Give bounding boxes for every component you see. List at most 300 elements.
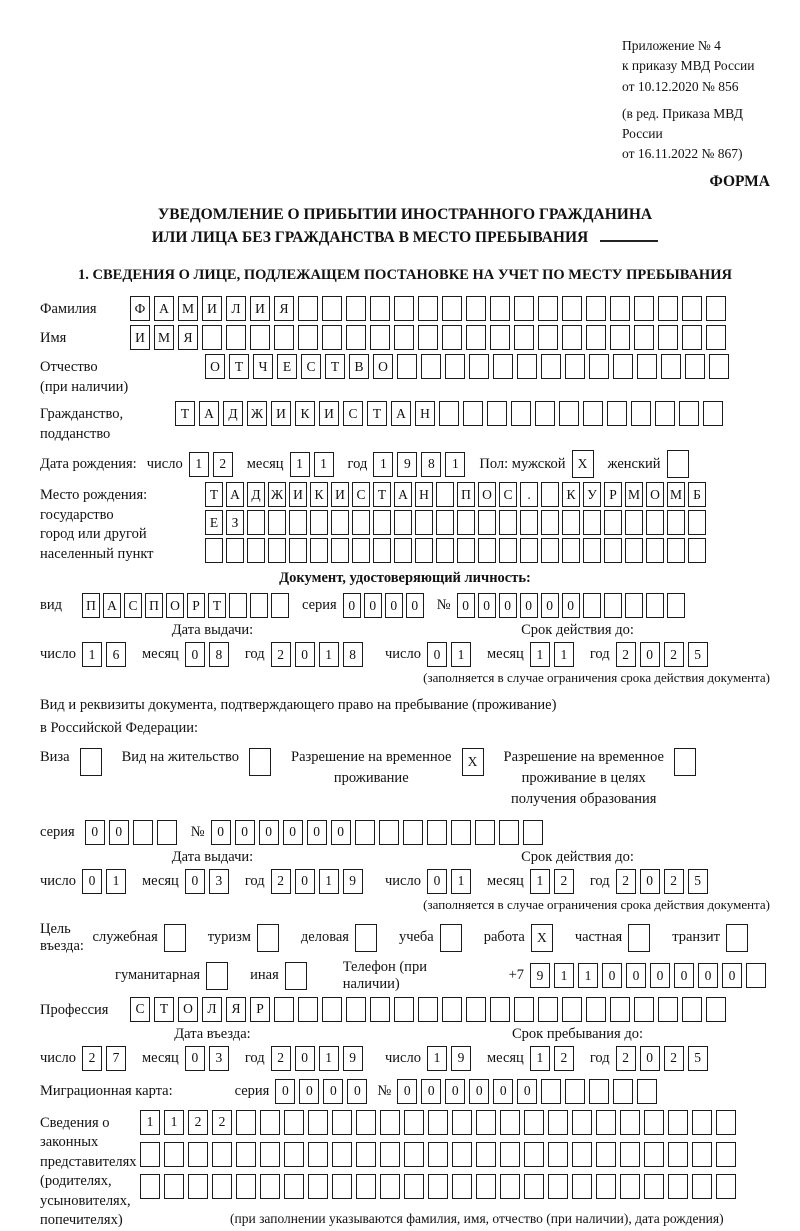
char-cell[interactable] (226, 325, 246, 350)
char-cell[interactable] (658, 325, 678, 350)
char-cell[interactable]: 1 (578, 963, 598, 988)
char-cell[interactable] (380, 1110, 400, 1135)
char-cell[interactable] (716, 1110, 736, 1135)
char-cell[interactable] (370, 997, 390, 1022)
char-cell[interactable] (308, 1174, 328, 1199)
char-cell[interactable] (499, 538, 517, 563)
char-cell[interactable]: 1 (319, 642, 339, 667)
char-cell[interactable] (331, 510, 349, 535)
char-cell[interactable]: 1 (373, 452, 393, 477)
char-cell[interactable] (404, 1174, 424, 1199)
char-cell[interactable] (644, 1174, 664, 1199)
char-cell[interactable]: 1 (189, 452, 209, 477)
char-cell[interactable]: 2 (271, 642, 291, 667)
char-cell[interactable]: 0 (331, 820, 351, 845)
char-cell[interactable] (667, 538, 685, 563)
char-cell[interactable] (133, 820, 153, 845)
char-cell[interactable] (716, 1142, 736, 1167)
char-cell[interactable] (440, 924, 462, 952)
char-cell[interactable] (478, 510, 496, 535)
char-cell[interactable]: А (394, 482, 412, 507)
char-cell[interactable]: 0 (478, 593, 496, 618)
char-cell[interactable] (476, 1142, 496, 1167)
char-cell[interactable] (439, 401, 459, 426)
char-cell[interactable]: 8 (209, 642, 229, 667)
char-cell[interactable] (596, 1110, 616, 1135)
char-cell[interactable]: 1 (319, 1046, 339, 1071)
char-cell[interactable] (356, 1142, 376, 1167)
char-cell[interactable] (206, 962, 228, 990)
char-cell[interactable]: М (667, 482, 685, 507)
char-cell[interactable] (164, 1174, 184, 1199)
char-cell[interactable]: К (295, 401, 315, 426)
char-cell[interactable]: 1 (319, 869, 339, 894)
char-cell[interactable]: М (178, 296, 198, 321)
char-cell[interactable] (164, 1142, 184, 1167)
char-cell[interactable] (625, 510, 643, 535)
char-cell[interactable] (355, 924, 377, 952)
char-cell[interactable] (445, 354, 465, 379)
char-cell[interactable]: С (343, 401, 363, 426)
char-cell[interactable] (634, 296, 654, 321)
char-cell[interactable]: 0 (275, 1079, 295, 1104)
char-cell[interactable] (236, 1142, 256, 1167)
char-cell[interactable]: 1 (314, 452, 334, 477)
char-cell[interactable]: Т (229, 354, 249, 379)
char-cell[interactable]: 1 (140, 1110, 160, 1135)
char-cell[interactable] (332, 1142, 352, 1167)
char-cell[interactable]: О (205, 354, 225, 379)
char-cell[interactable]: 0 (626, 963, 646, 988)
char-cell[interactable]: Е (277, 354, 297, 379)
char-cell[interactable]: О (646, 482, 664, 507)
char-cell[interactable] (356, 1174, 376, 1199)
char-cell[interactable] (637, 354, 657, 379)
char-cell[interactable]: 2 (271, 1046, 291, 1071)
char-cell[interactable]: 0 (640, 1046, 660, 1071)
char-cell[interactable]: 0 (427, 869, 447, 894)
char-cell[interactable]: И (271, 401, 291, 426)
char-cell[interactable]: С (499, 482, 517, 507)
char-cell[interactable]: 0 (185, 869, 205, 894)
char-cell[interactable] (524, 1142, 544, 1167)
char-cell[interactable] (703, 401, 723, 426)
char-cell[interactable]: 1 (164, 1110, 184, 1135)
char-cell[interactable] (583, 538, 601, 563)
char-cell[interactable] (247, 538, 265, 563)
char-cell[interactable]: 0 (406, 593, 424, 618)
char-cell[interactable] (442, 325, 462, 350)
char-cell[interactable] (562, 325, 582, 350)
char-cell[interactable] (370, 325, 390, 350)
char-cell[interactable]: Н (415, 482, 433, 507)
char-cell[interactable] (688, 538, 706, 563)
char-cell[interactable]: 7 (106, 1046, 126, 1071)
char-cell[interactable]: X (462, 748, 484, 776)
char-cell[interactable]: 0 (421, 1079, 441, 1104)
char-cell[interactable] (559, 401, 579, 426)
char-cell[interactable] (499, 510, 517, 535)
char-cell[interactable] (451, 820, 471, 845)
char-cell[interactable] (596, 1174, 616, 1199)
char-cell[interactable]: П (457, 482, 475, 507)
char-cell[interactable] (688, 510, 706, 535)
char-cell[interactable] (298, 997, 318, 1022)
char-cell[interactable] (289, 538, 307, 563)
char-cell[interactable]: 0 (283, 820, 303, 845)
char-cell[interactable]: 0 (307, 820, 327, 845)
char-cell[interactable] (524, 1174, 544, 1199)
char-cell[interactable] (620, 1174, 640, 1199)
char-cell[interactable] (250, 593, 268, 618)
char-cell[interactable] (523, 820, 543, 845)
char-cell[interactable] (548, 1142, 568, 1167)
char-cell[interactable] (284, 1110, 304, 1135)
char-cell[interactable]: Л (226, 296, 246, 321)
char-cell[interactable] (692, 1174, 712, 1199)
char-cell[interactable] (428, 1110, 448, 1135)
char-cell[interactable] (380, 1174, 400, 1199)
char-cell[interactable] (452, 1110, 472, 1135)
char-cell[interactable] (634, 997, 654, 1022)
char-cell[interactable] (427, 820, 447, 845)
char-cell[interactable] (583, 510, 601, 535)
char-cell[interactable] (274, 997, 294, 1022)
char-cell[interactable] (548, 1110, 568, 1135)
char-cell[interactable]: 1 (530, 869, 550, 894)
char-cell[interactable] (356, 1110, 376, 1135)
char-cell[interactable] (322, 997, 342, 1022)
char-cell[interactable]: И (202, 296, 222, 321)
char-cell[interactable] (644, 1110, 664, 1135)
char-cell[interactable]: Е (205, 510, 223, 535)
char-cell[interactable] (500, 1174, 520, 1199)
char-cell[interactable] (541, 482, 559, 507)
char-cell[interactable] (322, 296, 342, 321)
char-cell[interactable]: Т (205, 482, 223, 507)
char-cell[interactable] (655, 401, 675, 426)
char-cell[interactable] (562, 997, 582, 1022)
char-cell[interactable] (500, 1142, 520, 1167)
char-cell[interactable] (625, 593, 643, 618)
char-cell[interactable]: 0 (541, 593, 559, 618)
char-cell[interactable]: Т (208, 593, 226, 618)
char-cell[interactable] (604, 510, 622, 535)
char-cell[interactable]: О (166, 593, 184, 618)
char-cell[interactable] (646, 510, 664, 535)
char-cell[interactable]: А (391, 401, 411, 426)
char-cell[interactable] (562, 510, 580, 535)
char-cell[interactable]: . (520, 482, 538, 507)
char-cell[interactable] (466, 296, 486, 321)
char-cell[interactable]: 1 (427, 1046, 447, 1071)
char-cell[interactable]: И (319, 401, 339, 426)
char-cell[interactable]: Ч (253, 354, 273, 379)
char-cell[interactable] (271, 593, 289, 618)
char-cell[interactable]: 0 (347, 1079, 367, 1104)
char-cell[interactable] (572, 1174, 592, 1199)
char-cell[interactable] (514, 997, 534, 1022)
char-cell[interactable] (709, 354, 729, 379)
char-cell[interactable] (157, 820, 177, 845)
char-cell[interactable]: 2 (554, 869, 574, 894)
char-cell[interactable]: 8 (421, 452, 441, 477)
char-cell[interactable]: А (103, 593, 121, 618)
char-cell[interactable] (332, 1174, 352, 1199)
char-cell[interactable] (538, 997, 558, 1022)
char-cell[interactable] (613, 354, 633, 379)
char-cell[interactable]: 0 (295, 869, 315, 894)
char-cell[interactable]: К (310, 482, 328, 507)
char-cell[interactable] (466, 997, 486, 1022)
char-cell[interactable] (436, 510, 454, 535)
char-cell[interactable] (511, 401, 531, 426)
char-cell[interactable] (310, 538, 328, 563)
char-cell[interactable]: 1 (445, 452, 465, 477)
char-cell[interactable] (668, 1174, 688, 1199)
char-cell[interactable]: 0 (445, 1079, 465, 1104)
char-cell[interactable]: П (82, 593, 100, 618)
char-cell[interactable]: 1 (82, 642, 102, 667)
char-cell[interactable]: 1 (554, 642, 574, 667)
char-cell[interactable]: 0 (640, 869, 660, 894)
char-cell[interactable]: 5 (688, 642, 708, 667)
char-cell[interactable]: 0 (109, 820, 129, 845)
char-cell[interactable]: Т (154, 997, 174, 1022)
char-cell[interactable]: Я (178, 325, 198, 350)
char-cell[interactable]: У (583, 482, 601, 507)
char-cell[interactable] (249, 748, 271, 776)
char-cell[interactable]: С (130, 997, 150, 1022)
char-cell[interactable]: А (226, 482, 244, 507)
char-cell[interactable] (625, 538, 643, 563)
char-cell[interactable]: П (145, 593, 163, 618)
char-cell[interactable]: М (625, 482, 643, 507)
char-cell[interactable]: 2 (616, 869, 636, 894)
char-cell[interactable] (346, 997, 366, 1022)
char-cell[interactable] (475, 820, 495, 845)
char-cell[interactable] (668, 1142, 688, 1167)
char-cell[interactable]: 0 (457, 593, 475, 618)
char-cell[interactable] (586, 997, 606, 1022)
char-cell[interactable]: 1 (530, 642, 550, 667)
char-cell[interactable] (260, 1110, 280, 1135)
char-cell[interactable] (685, 354, 705, 379)
char-cell[interactable] (499, 820, 519, 845)
char-cell[interactable] (541, 538, 559, 563)
char-cell[interactable]: X (572, 450, 594, 478)
char-cell[interactable]: Ж (247, 401, 267, 426)
char-cell[interactable] (610, 325, 630, 350)
char-cell[interactable] (658, 296, 678, 321)
char-cell[interactable]: 0 (235, 820, 255, 845)
char-cell[interactable] (631, 401, 651, 426)
char-cell[interactable] (373, 510, 391, 535)
char-cell[interactable] (565, 354, 585, 379)
char-cell[interactable]: 2 (616, 1046, 636, 1071)
char-cell[interactable] (548, 1174, 568, 1199)
char-cell[interactable] (229, 593, 247, 618)
char-cell[interactable]: X (531, 924, 553, 952)
char-cell[interactable]: 2 (271, 869, 291, 894)
char-cell[interactable]: Л (202, 997, 222, 1022)
char-cell[interactable] (188, 1142, 208, 1167)
char-cell[interactable] (692, 1142, 712, 1167)
char-cell[interactable] (469, 354, 489, 379)
char-cell[interactable]: В (349, 354, 369, 379)
char-cell[interactable]: 0 (602, 963, 622, 988)
char-cell[interactable]: О (478, 482, 496, 507)
char-cell[interactable] (352, 510, 370, 535)
char-cell[interactable]: 9 (343, 869, 363, 894)
char-cell[interactable] (247, 510, 265, 535)
char-cell[interactable] (620, 1110, 640, 1135)
char-cell[interactable]: 5 (688, 869, 708, 894)
char-cell[interactable]: 2 (212, 1110, 232, 1135)
char-cell[interactable] (493, 354, 513, 379)
char-cell[interactable] (284, 1174, 304, 1199)
char-cell[interactable] (541, 510, 559, 535)
char-cell[interactable]: 2 (188, 1110, 208, 1135)
char-cell[interactable]: 1 (530, 1046, 550, 1071)
char-cell[interactable]: 6 (106, 642, 126, 667)
char-cell[interactable] (520, 510, 538, 535)
char-cell[interactable]: 2 (82, 1046, 102, 1071)
char-cell[interactable] (205, 538, 223, 563)
char-cell[interactable] (394, 538, 412, 563)
char-cell[interactable] (487, 401, 507, 426)
char-cell[interactable]: 0 (517, 1079, 537, 1104)
char-cell[interactable]: 2 (664, 869, 684, 894)
char-cell[interactable]: 9 (397, 452, 417, 477)
char-cell[interactable]: Ф (130, 296, 150, 321)
char-cell[interactable] (457, 538, 475, 563)
char-cell[interactable] (589, 354, 609, 379)
char-cell[interactable] (538, 296, 558, 321)
char-cell[interactable] (572, 1142, 592, 1167)
char-cell[interactable] (379, 820, 399, 845)
char-cell[interactable] (463, 401, 483, 426)
char-cell[interactable] (620, 1142, 640, 1167)
char-cell[interactable] (308, 1142, 328, 1167)
char-cell[interactable]: 0 (185, 1046, 205, 1071)
char-cell[interactable] (613, 1079, 633, 1104)
char-cell[interactable] (285, 962, 307, 990)
char-cell[interactable]: 1 (106, 869, 126, 894)
char-cell[interactable] (716, 1174, 736, 1199)
char-cell[interactable] (257, 924, 279, 952)
char-cell[interactable] (346, 325, 366, 350)
char-cell[interactable]: 2 (554, 1046, 574, 1071)
char-cell[interactable] (637, 1079, 657, 1104)
char-cell[interactable] (517, 354, 537, 379)
char-cell[interactable] (380, 1142, 400, 1167)
char-cell[interactable] (355, 820, 375, 845)
char-cell[interactable] (706, 296, 726, 321)
char-cell[interactable] (418, 997, 438, 1022)
char-cell[interactable]: О (178, 997, 198, 1022)
char-cell[interactable]: А (154, 296, 174, 321)
char-cell[interactable] (658, 997, 678, 1022)
char-cell[interactable] (284, 1142, 304, 1167)
char-cell[interactable] (572, 1110, 592, 1135)
char-cell[interactable]: И (331, 482, 349, 507)
char-cell[interactable]: 2 (213, 452, 233, 477)
char-cell[interactable]: Ж (268, 482, 286, 507)
char-cell[interactable]: Я (226, 997, 246, 1022)
char-cell[interactable] (298, 296, 318, 321)
char-cell[interactable]: Р (250, 997, 270, 1022)
char-cell[interactable]: 0 (640, 642, 660, 667)
char-cell[interactable] (373, 538, 391, 563)
char-cell[interactable] (541, 1079, 561, 1104)
char-cell[interactable] (610, 997, 630, 1022)
char-cell[interactable] (418, 325, 438, 350)
char-cell[interactable] (394, 325, 414, 350)
char-cell[interactable] (442, 997, 462, 1022)
char-cell[interactable] (442, 296, 462, 321)
char-cell[interactable] (524, 1110, 544, 1135)
char-cell[interactable] (490, 325, 510, 350)
char-cell[interactable] (586, 296, 606, 321)
char-cell[interactable]: Р (187, 593, 205, 618)
char-cell[interactable] (646, 538, 664, 563)
char-cell[interactable]: 0 (185, 642, 205, 667)
char-cell[interactable] (607, 401, 627, 426)
char-cell[interactable] (428, 1174, 448, 1199)
char-cell[interactable] (541, 354, 561, 379)
char-cell[interactable]: Т (175, 401, 195, 426)
char-cell[interactable] (394, 510, 412, 535)
char-cell[interactable] (140, 1174, 160, 1199)
char-cell[interactable]: К (562, 482, 580, 507)
char-cell[interactable] (236, 1110, 256, 1135)
char-cell[interactable]: З (226, 510, 244, 535)
char-cell[interactable]: 0 (722, 963, 742, 988)
char-cell[interactable] (188, 1174, 208, 1199)
char-cell[interactable] (236, 1174, 256, 1199)
char-cell[interactable] (308, 1110, 328, 1135)
char-cell[interactable]: 0 (295, 1046, 315, 1071)
char-cell[interactable]: 1 (451, 869, 471, 894)
char-cell[interactable] (706, 997, 726, 1022)
char-cell[interactable]: И (289, 482, 307, 507)
char-cell[interactable]: 3 (209, 869, 229, 894)
char-cell[interactable]: 0 (397, 1079, 417, 1104)
char-cell[interactable] (212, 1142, 232, 1167)
char-cell[interactable]: 0 (364, 593, 382, 618)
char-cell[interactable]: И (130, 325, 150, 350)
char-cell[interactable] (202, 325, 222, 350)
char-cell[interactable] (667, 450, 689, 478)
char-cell[interactable]: 9 (530, 963, 550, 988)
char-cell[interactable] (394, 997, 414, 1022)
char-cell[interactable]: Т (325, 354, 345, 379)
char-cell[interactable]: 0 (211, 820, 231, 845)
char-cell[interactable]: Р (604, 482, 622, 507)
char-cell[interactable] (520, 538, 538, 563)
char-cell[interactable] (562, 296, 582, 321)
char-cell[interactable] (586, 325, 606, 350)
char-cell[interactable] (565, 1079, 585, 1104)
char-cell[interactable]: 5 (688, 1046, 708, 1071)
char-cell[interactable] (562, 538, 580, 563)
char-cell[interactable]: 0 (674, 963, 694, 988)
char-cell[interactable]: М (154, 325, 174, 350)
char-cell[interactable]: Я (274, 296, 294, 321)
char-cell[interactable]: 0 (385, 593, 403, 618)
char-cell[interactable] (226, 538, 244, 563)
